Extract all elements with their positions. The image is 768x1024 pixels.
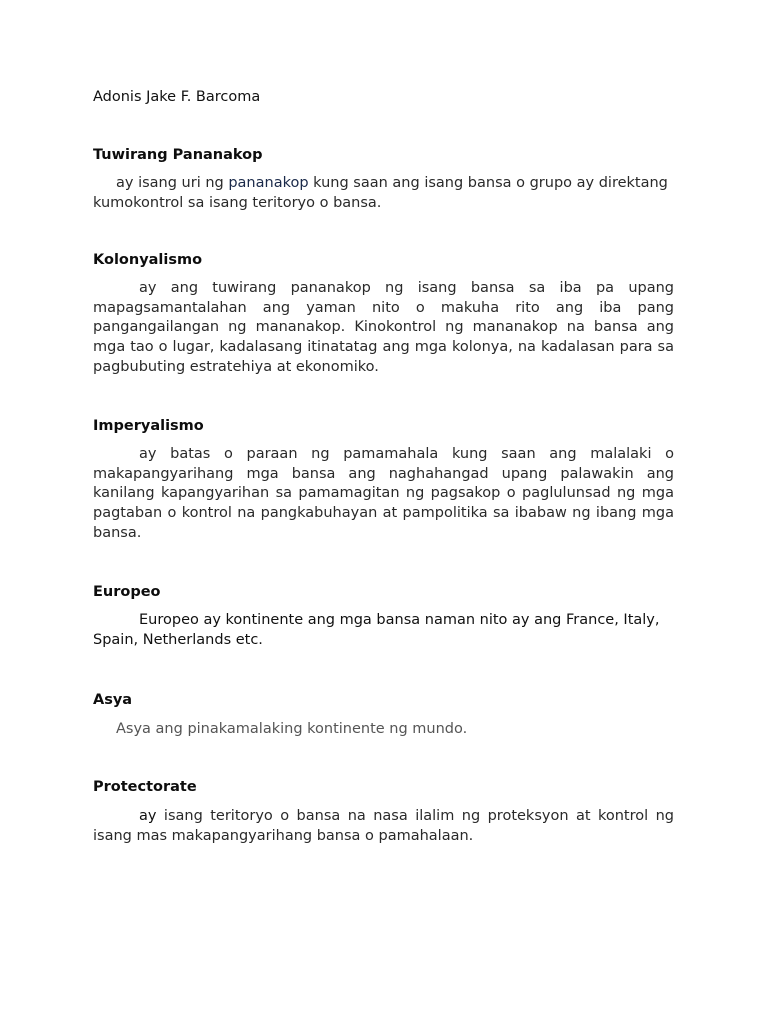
highlighted-term: pananakop: [228, 175, 309, 191]
section-kolonyalismo: [93, 250, 674, 378]
section-heading: Imperyalismo: [93, 418, 204, 434]
section-heading: Asya: [93, 692, 133, 708]
section-definition: ay ang tuwirang pananakop ng isang bansa sa iba pa upang mapagsamantalahan ang yaman nito o makuha rito ang iba pang pangangailangan ng mananakop. Kinokontrol ng mananakop na bansa ang mga tao o lugar, kadalasang itinatatag ang mga kolonya, na kadalasan para sa pagbubuting estratehiya at ekonomiko.: [93, 280, 674, 375]
section-definition: [93, 807, 674, 846]
definition-text-end: isang teritoryo o bansa na nasa ilalim ng proteksyon at kontrol ng isang mas makapangyarihang bansa o pamahalaan.: [93, 808, 674, 844]
section-tuwirang-pananakop: [93, 145, 674, 213]
definition-text-start: ay isang uri ng: [116, 175, 229, 191]
section-asya: [93, 690, 674, 740]
author-name: Adonis Jake F. Barcoma: [93, 89, 261, 105]
definition-text-start: ay: [139, 808, 157, 824]
section-definition: ay batas o paraan ng pamamahala kung saan ang malalaki o makapangyarihang mga bansa ang naghahangad upang palawakin ang kanilang kapangyarihan sa pamamagitan ng pagsakop o paglulunsad ng mga pagtaban o kontrol na pangkabuhayan at pampolitika sa ibabaw ng ibang mga bansa.: [93, 446, 674, 541]
section-definition: Asya ang pinakamalaking kontinente ng mundo.: [116, 721, 468, 737]
section-heading: Kolonyalismo: [93, 252, 203, 268]
section-definition: [93, 174, 674, 213]
section-heading: Tuwirang Pananakop: [93, 147, 263, 163]
section-protectorate: [93, 777, 674, 846]
section-europeo: [93, 582, 674, 650]
section-definition: Europeo ay kontinente ang mga bansa naman nito ay ang France, Italy, Spain, Netherlands etc.: [93, 612, 660, 648]
definition-text-end: kung saan ang isang bansa o grupo ay direktang kumokontrol sa isang teritoryo o bansa.: [93, 175, 668, 211]
section-heading: Protectorate: [93, 779, 197, 795]
section-imperyalismo: [93, 416, 674, 544]
section-heading: Europeo: [93, 584, 161, 600]
